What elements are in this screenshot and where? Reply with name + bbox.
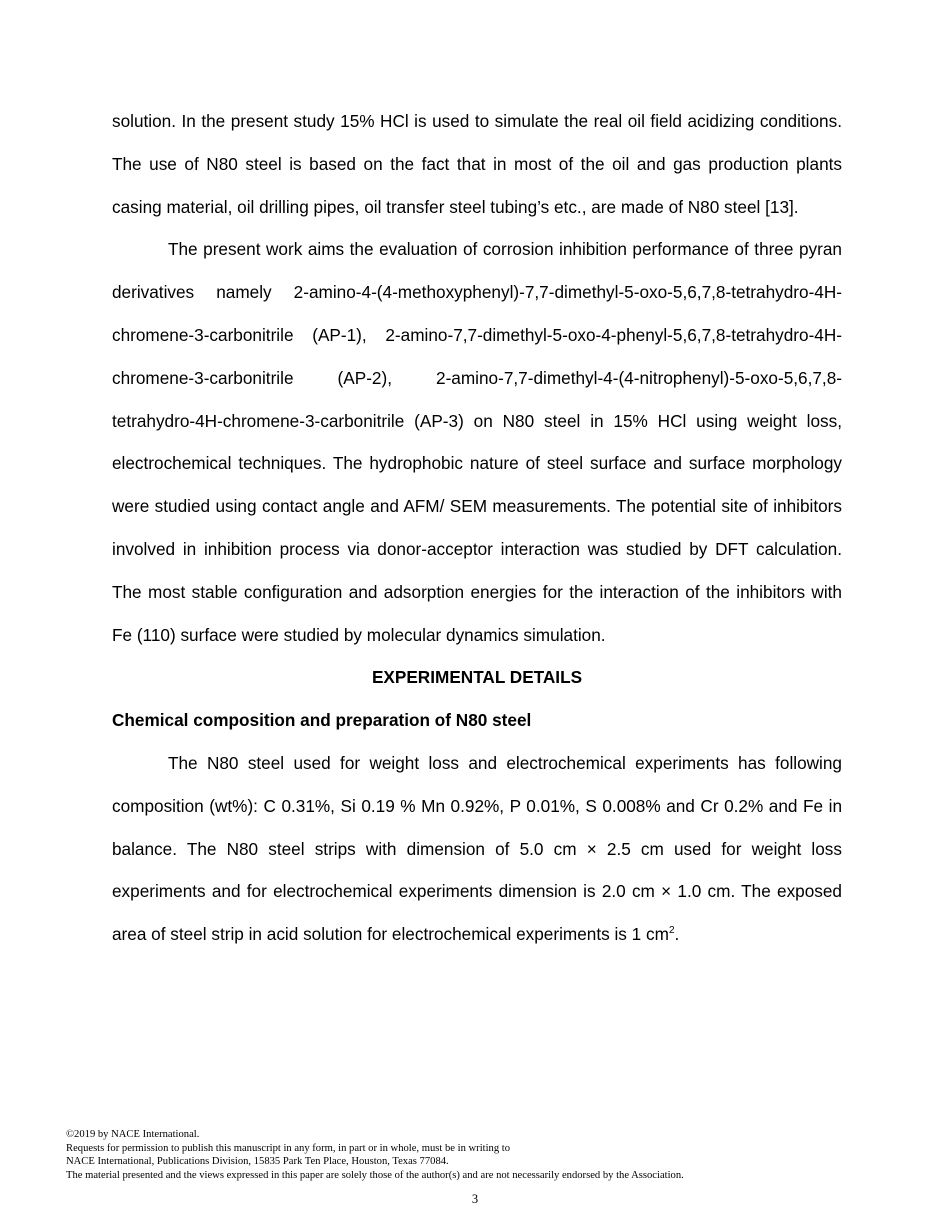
paragraph-steel-composition	[112, 742, 842, 956]
sentence-end: .	[674, 924, 680, 945]
footer-disclaimer-line: The material presented and the views expressed in this paper are solely those of the author(s) and are not necessarily endorsed by the Association.	[66, 1170, 684, 1182]
paragraph-study-aims: The present work aims the evaluation of corrosion inhibition performance of three pyran derivatives namely 2-amino-4-(4-methoxyphenyl)-7,7-dimethyl-5-oxo-5,6,7,8-tetrahydro-4H-chromene-3-carbonitrile (AP-1), 2-amino-7,7-dimethyl-5-oxo-4-phenyl-5,6,7,8-tetrahydro-4H-chromene-3-carbonitrile (AP-2), 2-amino-7,7-dimethyl-4-(4-nitrophenyl)-5-oxo-5,6,7,8-tetrahydro-4H-chromene-3-carbonitrile (AP-3) on N80 steel in 15% HCl using weight loss, electrochemical techniques. The hydrophobic nature of steel surface and surface morphology were studied using contact angle and AFM/ SEM measurements. The potential site of inhibitors involved in inhibition process via donor-acceptor interaction was studied by DFT calculation. The most stable configuration and adsorption energies for the interaction of the inhibitors with Fe (110) surface were studied by molecular dynamics simulation.	[112, 239, 842, 645]
footer-permission-line: Requests for permission to publish this manuscript in any form, in part or in whole, must be in writing to	[66, 1142, 511, 1154]
superscript-exponent: 2	[668, 925, 675, 937]
footer-copyright-line: ©2019 by NACE International.	[66, 1129, 200, 1140]
subsection-heading: Chemical composition and preparation of N80 steel	[112, 710, 532, 731]
section-heading: EXPERIMENTAL DETAILS	[371, 667, 583, 688]
footer-address-line: NACE International, Publications Division, 15835 Park Ten Place, Houston, Texas 77084.	[66, 1156, 449, 1168]
page-number: 3	[471, 1192, 479, 1206]
body-text	[112, 100, 842, 956]
copyright-footer	[66, 1128, 906, 1183]
paragraph-intro-continuation: solution. In the present study 15% HCl is used to simulate the real oil field acidizing conditions. The use of N80 steel is based on the fact that in most of the oil and gas production plants casing material, oil drilling pipes, oil transfer steel tubing’s etc., are made of N80 steel [13].	[112, 111, 842, 217]
composition-text: The N80 steel used for weight loss and electrochemical experiments has following composition (wt%): C 0.31%, Si 0.19 % Mn 0.92%, P 0.01%, S 0.008% and Cr 0.2% and Fe in balance. The N80 steel strips with dimension of 5.0 cm × 2.5 cm used for weight loss experiments and for electrochemical experiments dimension is 2.0 cm × 1.0 cm. The exposed area of steel strip in acid solution for electrochemical experiments is 1 cm	[112, 752, 842, 945]
